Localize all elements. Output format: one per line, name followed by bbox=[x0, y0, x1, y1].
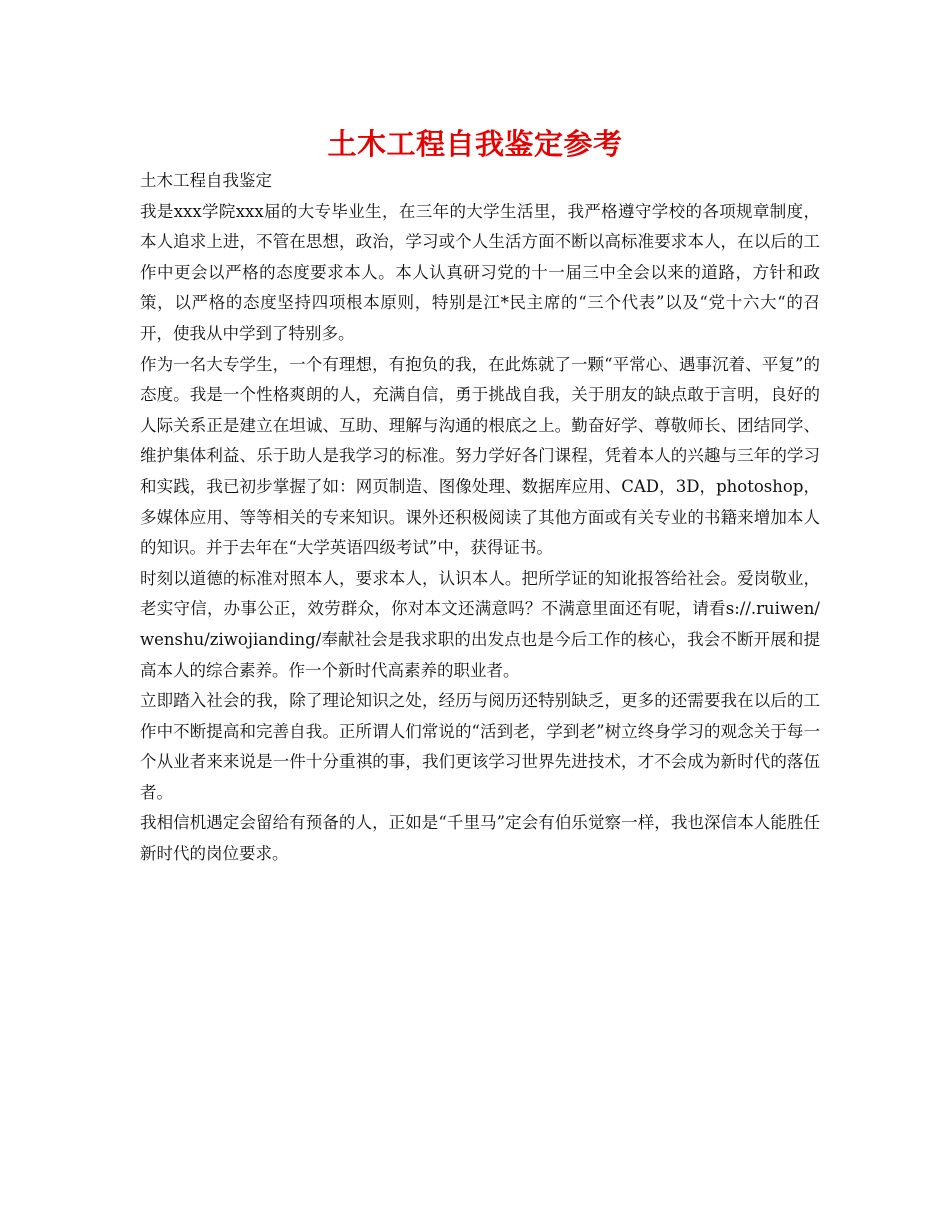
paragraph-1: 我是xxx学院xxx届的大专毕业生，在三年的大学生活里，我严格遵守学校的各项规章制度，本人追求上进，不管在思想，政治，学习或个人生活方面不断以高标准要求本人，在以后的工作中更会以严格的态度要求本人。本人认真研习党的十一届三中全会以来的道路，方针和政策，以严格的态度坚持四项根本原则，特别是江*民主席的“三个代表”以及“党十六大“的召开，使我从中学到了特别多。 bbox=[140, 201, 820, 343]
paragraph-2: 作为一名大专学生，一个有理想，有抱负的我，在此炼就了一颗“平常心、遇事沉着、平复”的态度。我是一个性格爽朗的人，充满自信，勇于挑战自我，关于朋友的缺点敢于言明，良好的人际关系正是建立在坦诚、互助、理解与沟通的根底之上。勤奋好学、尊敬师长、团结同学、维护集体利益、乐于助人是我学习的标准。努力学好各门课程，凭着本人的兴趣与三年的学习和实践，我已初步掌握了如：网页制造、图像处理、数据库应用、CAD，3D，photoshop，多媒体应用、等等相关的专来知识。课外还积极阅读了其他方面或有关专业的书籍来增加本人的知识。并于去年在“大学英语四级考试”中，获得证书。 bbox=[140, 354, 820, 558]
paragraph-4: 立即踏入社会的我，除了理论知识之处，经历与阅历还特别缺乏，更多的还需要我在以后的工作中不断提高和完善自我。正所谓人们常说的“活到老，学到老”树立终身学习的观念关于每一个从业者来来说是一件十分重祺的事，我们更该学习世界先进技术，才不会成为新时代的落伍者。 bbox=[140, 691, 820, 802]
document-title: 土木工程自我鉴定参考 bbox=[327, 127, 623, 161]
document-body bbox=[140, 166, 820, 870]
document-subtitle: 土木工程自我鉴定 bbox=[140, 171, 272, 190]
paragraph-5: 我相信机遇定会留给有预备的人，正如是“千里马”定会有伯乐觉察一样，我也深信本人能胜任新时代的岗位要求。 bbox=[140, 813, 820, 864]
paragraph-3: 时刻以道德的标准对照本人，要求本人，认识本人。把所学证的知讹报答给社会。爱岗敬业，老实守信，办事公正，效劳群众，你对本文还满意吗？不满意里面还有呢，请看s://.ruiwen/wenshu/ziwojianding/奉献社会是我求职的出发点也是今后工作的核心，我会不断开展和提高本人的综合素养。作一个新时代高素养的职业者。 bbox=[140, 568, 820, 680]
